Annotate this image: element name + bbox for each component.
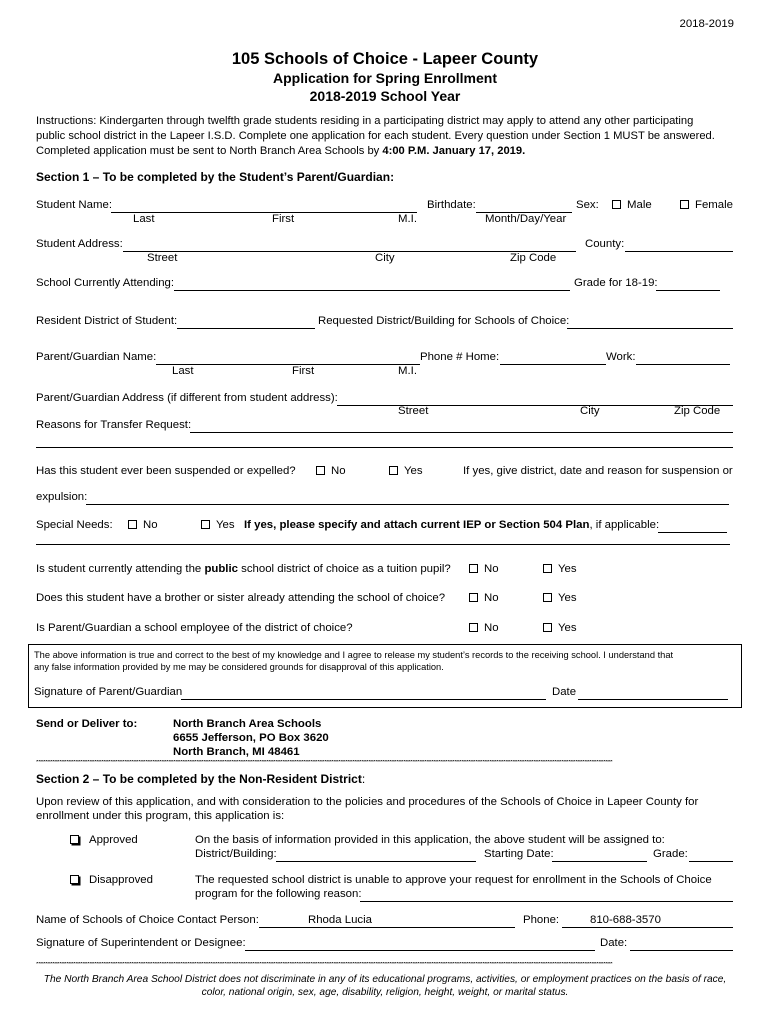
special-needs-label: Special Needs: <box>36 519 113 531</box>
suspended-yes-checkbox[interactable]: Yes <box>389 465 423 477</box>
special-needs-no-checkbox[interactable]: No <box>128 519 158 531</box>
district-building-field[interactable] <box>276 861 476 862</box>
checkbox-icon <box>70 835 79 844</box>
disapproved-text-2: program for the following reason: <box>195 888 362 900</box>
parent-city-caption: City <box>580 405 600 417</box>
suspended-no-checkbox[interactable]: No <box>316 465 346 477</box>
school-year-label: 2018-2019 <box>679 18 734 30</box>
parent-street-caption: Street <box>398 405 429 417</box>
section-2-intro-1: Upon review of this application, and with consideration to the policies and procedures of the Schools of Choice in Lapeer County for <box>36 796 699 808</box>
assigned-grade-label: Grade: <box>653 848 688 860</box>
checkbox-icon <box>316 466 325 475</box>
female-checkbox[interactable]: Female <box>680 199 733 211</box>
student-name-label: Student Name: <box>36 199 112 211</box>
county-label: County: <box>585 238 625 250</box>
student-address-label: Student Address: <box>36 238 123 250</box>
sibling-no-checkbox[interactable]: No <box>469 592 499 604</box>
superintendent-signature-label: Signature of Superintendent or Designee: <box>36 937 246 949</box>
disapproval-reason-field[interactable] <box>360 901 733 902</box>
checkbox-icon <box>201 520 210 529</box>
sibling-question: Does this student have a brother or sister already attending the school of choice? <box>36 592 446 604</box>
checkbox-icon <box>469 623 478 632</box>
expulsion-label: expulsion: <box>36 491 88 503</box>
suspended-if-yes-text: If yes, give district, date and reason for suspension or <box>463 465 733 477</box>
section-2-intro-2: enrollment under this program, this application is: <box>36 810 285 822</box>
superintendent-date-label: Date: <box>600 937 628 949</box>
nondiscrimination-line-2: color, national origin, sex, age, disability, religion, height, weight, or marital status. <box>201 987 569 998</box>
form-title: 105 Schools of Choice - Lapeer County <box>231 50 539 68</box>
contact-phone-field[interactable] <box>562 927 733 928</box>
approved-text: On the basis of information provided in this application, the above student will be assigned to: <box>195 834 665 846</box>
student-last-caption: Last <box>133 213 155 225</box>
suspended-question: Has this student ever been suspended or expelled? <box>36 465 296 477</box>
tuition-no-checkbox[interactable]: No <box>469 563 499 575</box>
address-city-caption: City <box>375 252 395 264</box>
contact-person-name: Rhoda Lucia <box>308 914 372 926</box>
student-mi-caption: M.I. <box>398 213 417 225</box>
checkbox-icon <box>128 520 137 529</box>
contact-phone-label: Phone: <box>523 914 560 926</box>
approved-checkbox[interactable]: Approved <box>70 834 138 846</box>
school-attending-field[interactable] <box>174 290 570 291</box>
disapproved-text-1: The requested school district is unable to approve your request for enrollment in the Schools of Choice <box>195 874 712 886</box>
certification-line-1: The above information is true and correct to the best of my knowledge and I agree to release my student’s records to the receiving school. I understand that <box>34 650 674 660</box>
footer-separator-stars: ******************************************************************************************************************************************************************************************************************************************************** <box>36 962 613 968</box>
parent-first-caption: First <box>292 365 315 377</box>
starting-date-label: Starting Date: <box>484 848 554 860</box>
reasons-field[interactable] <box>190 432 733 433</box>
send-to-label: Send or Deliver to: <box>36 718 138 730</box>
phone-home-label: Phone # Home: <box>420 351 500 363</box>
address-zip-caption: Zip Code <box>510 252 557 264</box>
employee-no-checkbox[interactable]: No <box>469 622 499 634</box>
special-needs-instructions: If yes, please specify and attach current IEP or Section 504 Plan, if applicable: <box>244 519 660 531</box>
checkbox-icon <box>70 875 79 884</box>
birthdate-label: Birthdate: <box>427 199 476 211</box>
nondiscrimination-line-1: The North Branch Area School District does not discriminate in any of its educational programs, activities, or employment practices on the basis of race, <box>43 974 727 985</box>
parent-signature-label: Signature of Parent/Guardian <box>34 686 183 698</box>
section-1-heading: Section 1 – To be completed by the Student’s Parent/Guardian: <box>36 170 395 184</box>
parent-name-label: Parent/Guardian Name: <box>36 351 157 363</box>
special-needs-field-line-2[interactable] <box>36 544 730 545</box>
parent-signature-field[interactable] <box>181 699 546 700</box>
sex-label: Sex: <box>576 199 599 211</box>
form-school-year: 2018-2019 School Year <box>309 88 461 104</box>
parent-last-caption: Last <box>172 365 194 377</box>
address-street-caption: Street <box>147 252 178 264</box>
contact-person-field[interactable] <box>259 927 515 928</box>
checkbox-icon <box>469 593 478 602</box>
superintendent-signature-field[interactable] <box>245 950 595 951</box>
county-field[interactable] <box>625 251 733 252</box>
tuition-question: Is student currently attending the public school district of choice as a tuition pupil? <box>36 563 451 575</box>
parent-address-label: Parent/Guardian Address (if different from student address): <box>36 392 338 404</box>
form-subtitle: Application for Spring Enrollment <box>273 70 497 86</box>
work-phone-label: Work: <box>606 351 636 363</box>
deadline: 4:00 P.M. January 17, 2019. <box>382 145 526 157</box>
parent-zip-caption: Zip Code <box>674 405 721 417</box>
district-building-label: District/Building: <box>195 848 277 860</box>
male-checkbox[interactable]: Male <box>612 199 652 211</box>
sibling-yes-checkbox[interactable]: Yes <box>543 592 577 604</box>
employee-question: Is Parent/Guardian a school employee of the district of choice? <box>36 622 353 634</box>
grade-field[interactable] <box>656 290 720 291</box>
send-to-address-1: 6655 Jefferson, PO Box 3620 <box>173 732 329 744</box>
instructions-line-3: Completed application must be sent to North Branch Area Schools by 4:00 P.M. January 17, 2019. <box>36 145 526 157</box>
parent-date-label: Date <box>552 686 577 698</box>
parent-date-field[interactable] <box>578 699 728 700</box>
resident-district-label: Resident District of Student: <box>36 315 178 327</box>
checkbox-icon <box>612 200 621 209</box>
instructions-line-1: Instructions: Kindergarten through twelfth grade students residing in a participating district may apply to attend any other participating <box>36 115 694 127</box>
parent-mi-caption: M.I. <box>398 365 417 377</box>
contact-phone-value: 810-688-3570 <box>590 914 661 926</box>
work-phone-field[interactable] <box>636 364 730 365</box>
grade-label: Grade for 18-19: <box>574 277 658 289</box>
checkbox-icon <box>543 564 552 573</box>
student-address-field[interactable] <box>123 251 576 252</box>
special-needs-field[interactable] <box>658 532 727 533</box>
parent-name-field[interactable] <box>156 364 420 365</box>
separator-stars: ******************************************************************************************************************************************************************************************************************************************************** <box>36 760 613 766</box>
checkbox-icon <box>543 593 552 602</box>
checkbox-icon <box>389 466 398 475</box>
send-to-name: North Branch Area Schools <box>173 718 322 730</box>
assigned-grade-field[interactable] <box>689 861 733 862</box>
requested-district-field[interactable] <box>567 328 733 329</box>
school-attending-label: School Currently Attending: <box>36 277 175 289</box>
instructions-line-2: public school district in the Lapeer I.S.D. Complete one application for each student. Every question under Section 1 MUST be answered. <box>36 130 715 142</box>
requested-district-label: Requested District/Building for Schools of Choice: <box>318 315 570 327</box>
special-needs-yes-checkbox[interactable]: Yes <box>201 519 235 531</box>
birthdate-format-caption: Month/Day/Year <box>485 213 567 225</box>
checkbox-icon <box>543 623 552 632</box>
expulsion-field[interactable] <box>86 504 729 505</box>
disapproved-checkbox[interactable]: Disapproved <box>70 874 153 886</box>
reasons-label: Reasons for Transfer Request: <box>36 419 192 431</box>
section-2-heading: Section 2 – To be completed by the Non-Resident District: <box>36 772 366 786</box>
checkbox-icon <box>680 200 689 209</box>
phone-home-field[interactable] <box>500 364 606 365</box>
student-first-caption: First <box>272 213 295 225</box>
checkbox-icon <box>469 564 478 573</box>
tuition-yes-checkbox[interactable]: Yes <box>543 563 577 575</box>
starting-date-field[interactable] <box>552 861 647 862</box>
contact-person-label: Name of Schools of Choice Contact Person: <box>36 914 259 926</box>
resident-district-field[interactable] <box>177 328 315 329</box>
employee-yes-checkbox[interactable]: Yes <box>543 622 577 634</box>
certification-line-2: any false information provided by me may be considered grounds for disapproval of this application. <box>34 662 444 672</box>
reasons-field-line-2[interactable] <box>36 447 733 448</box>
send-to-address-2: North Branch, MI 48461 <box>173 746 300 758</box>
superintendent-date-field[interactable] <box>630 950 733 951</box>
student-name-field[interactable] <box>111 212 417 213</box>
